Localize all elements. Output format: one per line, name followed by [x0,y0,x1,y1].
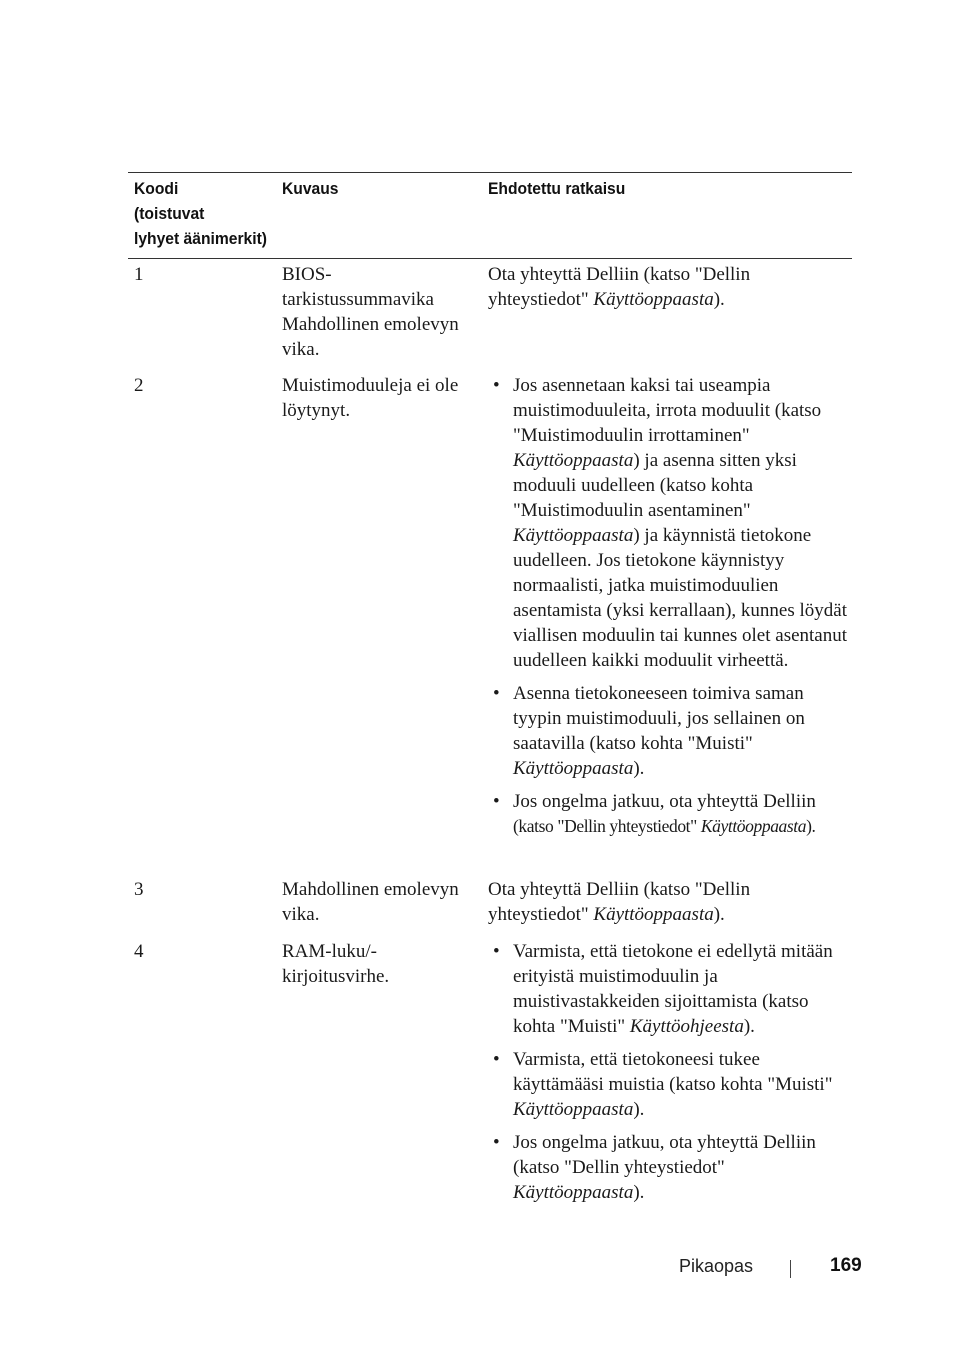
row1-desc-line: tarkistussummavika [282,289,434,310]
row3-solution [488,877,852,927]
bullet-text: Jos ongelma jatkuu, ota yhteyttä Delliin (katso "Dellin yhteystiedot" [513,1132,816,1178]
row1-description [282,262,482,362]
header-description: Kuvaus [282,179,339,198]
row1-solution-text: Ota yhteyttä Delliin (katso "Dellin yhteystiedot" [488,264,751,310]
footer-separator [790,1260,791,1278]
bullet-ref: Käyttöohjeesta [629,1016,744,1037]
header-code [134,176,281,251]
row3-desc-line: Mahdollinen emolevyn [282,879,459,900]
row3-desc-line: vika. [282,904,320,925]
bullet-text: ). [633,1182,645,1203]
list-item [488,1047,852,1122]
row1-desc-line: BIOS- [282,264,332,285]
header-solution: Ehdotettu ratkaisu [488,179,626,198]
row2-solution [488,373,852,847]
list-item [488,789,852,839]
bullet-text: ) ja asenna sitten yksi moduuli uudelleen (katso kohta "Muistimoduulin asentaminen" [513,450,797,521]
bullet-icon: • [493,683,500,704]
row1-code: 1 [134,264,144,285]
bullet-text: ). [633,1099,645,1120]
row1-desc-line: Mahdollinen emolevyn [282,314,459,335]
row2-desc-line: löytynyt. [282,400,351,421]
header-code-line1: Koodi [134,179,179,198]
row3-solution-ref: Käyttöoppaasta [593,904,714,925]
bullet-ref: Käyttöoppaasta [513,450,634,471]
row2-desc-line: Muistimoduuleja ei ole [282,375,459,396]
row3-solution-text: Ota yhteyttä Delliin (katso "Dellin yhteystiedot" [488,879,751,925]
bullet-text: ) ja käynnistä tietokone uudelleen. Jos tietokone käynnistyy normaalisti, jatka muistimoduulien asentamista (yksi kerrallaan), kunnes löydät viallisen moduulin tai kunnes olet asentanut uudelleen kaikki moduulit virheettä. [513,525,848,671]
page-number: 169 [830,1255,862,1276]
list-item [488,373,852,673]
row2-description [282,373,482,423]
row4-solution [488,939,852,1213]
row1-solution-ref: Käyttöoppaasta [593,289,714,310]
bullet-icon: • [493,375,500,396]
row3-description [282,877,482,927]
footer-section-title: Pikaopas [679,1256,754,1276]
row4-desc-line: kirjoitusvirhe. [282,966,390,987]
table-header-rule [128,258,852,259]
bullet-text: ). [743,1016,755,1037]
row1-solution [488,262,852,312]
header-code-line3: lyhyet äänimerkit) [134,229,267,248]
bullet-text: Varmista, että tietokone ei edellytä mitään erityistä muistimoduulin ja muistivastakkeiden sijoittamista (katso kohta "Muisti" [513,941,833,1037]
table-top-rule [128,172,852,173]
bullet-ref: Käyttöoppaasta [513,1099,634,1120]
bullet-text-condensed [513,816,816,836]
bullet-icon: • [493,1132,500,1153]
bullet-text: ). [806,816,816,836]
row4-description [282,939,482,989]
row1-desc-line: vika. [282,339,320,360]
bullet-ref: Käyttöoppaasta [513,525,634,546]
bullet-text: Varmista, että tietokoneesi tukee käyttämääsi muistia (katso kohta "Muisti" [513,1049,833,1095]
bullet-text: (katso "Dellin yhteystiedot" [513,816,701,836]
row3-code: 3 [134,879,144,900]
list-item [488,681,852,781]
header-code-line2: (toistuvat [134,204,205,223]
list-item [488,939,852,1039]
bullet-text: Jos ongelma jatkuu, ota yhteyttä Delliin [513,791,816,812]
bullet-icon: • [493,1049,500,1070]
bullet-ref: Käyttöoppaasta [700,816,807,836]
row2-code: 2 [134,375,144,396]
row1-solution-end: ). [713,289,725,310]
row3-solution-end: ). [713,904,725,925]
bullet-icon: • [493,941,500,962]
row4-code: 4 [134,941,144,962]
row4-desc-line: RAM-luku/- [282,941,377,962]
bullet-text: ). [633,758,645,779]
list-item [488,1130,852,1205]
bullet-ref: Käyttöoppaasta [513,1182,634,1203]
row2-bullet-list [488,373,852,839]
bullet-text: Jos asennetaan kaksi tai useampia muistimoduuleita, irrota moduulit (katso "Muistimoduulin irrottaminen" [513,375,822,446]
bullet-ref: Käyttöoppaasta [513,758,634,779]
bullet-text: Asenna tietokoneeseen toimiva saman tyypin muistimoduuli, jos sellainen on saatavilla (katso kohta "Muisti" [513,683,805,754]
row4-bullet-list [488,939,852,1205]
bullet-icon: • [493,791,500,812]
